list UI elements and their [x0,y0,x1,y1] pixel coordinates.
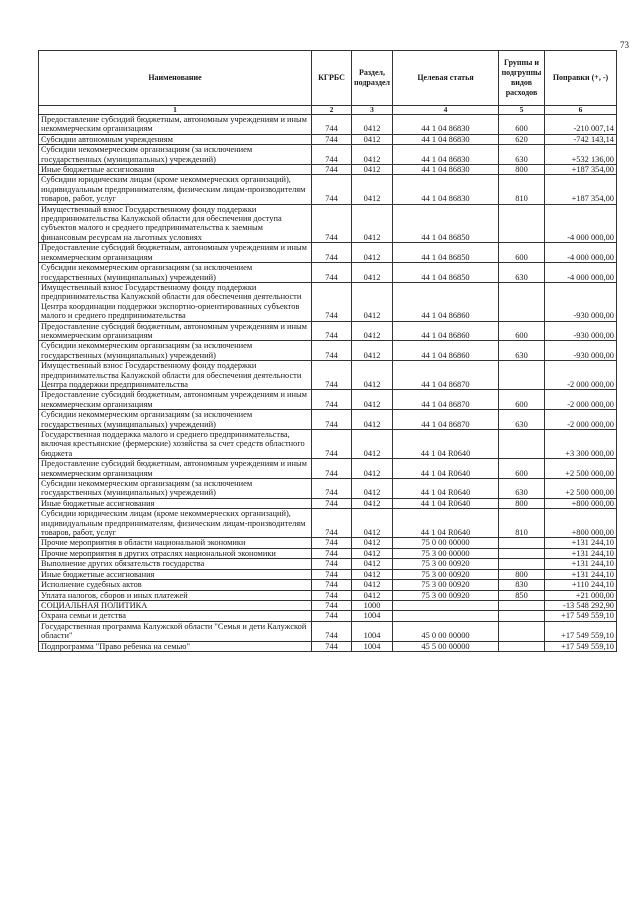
row-amount: -930 000,00 [545,282,617,321]
row-group [499,538,545,548]
table-row [39,390,617,410]
row-name: Предоставление субсидий бюджетным, автономным учреждениям и иным некоммерческим организациям [39,390,312,410]
row-name: Имущественный взнос Государственному фонду поддержки предпринимательства Калужской области для обеспечения доступа субъектов малого и среднего предпринимательства к заемным финансовым ресурсам на льготных условиях [39,204,312,243]
row-amount: +17 549 559,10 [545,611,617,621]
row-kgrbs: 744 [312,479,352,499]
column-number: 4 [393,106,499,115]
row-razdel: 0412 [352,479,393,499]
table-row [39,548,617,558]
row-target: 45 5 00 00000 [393,641,499,651]
row-amount: +800 000,00 [545,498,617,508]
row-name: Субсидии некоммерческим организациям (за исключением государственных (муниципальных) учреждений) [39,341,312,361]
row-amount: -13 548 292,90 [545,600,617,610]
row-amount: -4 000 000,00 [545,243,617,263]
row-group [499,621,545,641]
row-kgrbs: 744 [312,410,352,430]
row-amount: +187 354,00 [545,175,617,204]
row-amount: +17 549 559,10 [545,641,617,651]
row-name: Уплата налогов, сборов и иных платежей [39,590,312,600]
row-name: СОЦИАЛЬНАЯ ПОЛИТИКА [39,600,312,610]
row-kgrbs: 744 [312,175,352,204]
row-kgrbs: 744 [312,282,352,321]
table-row [39,498,617,508]
row-group: 630 [499,145,545,165]
row-target: 44 1 04 86850 [393,204,499,243]
table-row [39,538,617,548]
table-row [39,459,617,479]
row-name: Предоставление субсидий бюджетным, автономным учреждениям и иным некоммерческим организациям [39,459,312,479]
row-razdel: 0412 [352,282,393,321]
row-group: 600 [499,321,545,341]
row-target: 44 1 04 86830 [393,115,499,135]
row-group: 630 [499,341,545,361]
row-razdel: 0412 [352,145,393,165]
row-name: Иные бюджетные ассигнования [39,165,312,175]
row-razdel: 0412 [352,361,393,390]
table-row [39,430,617,459]
row-name: Прочие мероприятия в других отраслях национальной экономики [39,548,312,558]
row-target: 44 1 04 86850 [393,263,499,283]
row-amount: +187 354,00 [545,165,617,175]
table-row [39,175,617,204]
row-kgrbs: 744 [312,548,352,558]
row-razdel: 0412 [352,498,393,508]
row-group: 850 [499,590,545,600]
header-target: Целевая статья [393,51,499,106]
table-row [39,165,617,175]
row-target: 44 1 04 R0640 [393,479,499,499]
row-group [499,282,545,321]
row-name: Имущественный взнос Государственному фонду поддержки предпринимательства Калужской области для обеспечения деятельности Центра поддержки предпринимательства [39,361,312,390]
table-row [39,410,617,430]
row-group: 600 [499,243,545,263]
row-target: 44 1 04 86870 [393,361,499,390]
row-group [499,641,545,651]
row-razdel: 0412 [352,321,393,341]
row-group [499,430,545,459]
row-group: 600 [499,390,545,410]
row-razdel: 0412 [352,559,393,569]
column-number: 3 [352,106,393,115]
row-razdel: 0412 [352,580,393,590]
row-target: 44 1 04 86870 [393,390,499,410]
table-header-row [39,51,617,106]
row-razdel: 0412 [352,538,393,548]
row-group [499,611,545,621]
row-kgrbs: 744 [312,580,352,590]
row-name: Исполнение судебных актов [39,580,312,590]
row-target: 75 3 00 00000 [393,548,499,558]
row-name: Предоставление субсидий бюджетным, автономным учреждениям и иным некоммерческим организациям [39,243,312,263]
row-target [393,611,499,621]
row-amount: -930 000,00 [545,321,617,341]
row-name: Субсидии некоммерческим организациям (за исключением государственных (муниципальных) учреждений) [39,145,312,165]
row-name: Иные бюджетные ассигнования [39,569,312,579]
table-row [39,509,617,538]
table-row [39,321,617,341]
row-group: 630 [499,479,545,499]
row-amount: -210 007,14 [545,115,617,135]
row-group: 630 [499,410,545,430]
row-kgrbs: 744 [312,569,352,579]
row-amount: -4 000 000,00 [545,263,617,283]
row-group: 600 [499,459,545,479]
row-target: 44 1 04 86860 [393,321,499,341]
row-target: 44 1 04 86830 [393,165,499,175]
row-group: 830 [499,580,545,590]
header-groups: Группы и подгруппы видов расходов [499,51,545,106]
row-name: Прочие мероприятия в области национальной экономики [39,538,312,548]
table-row [39,580,617,590]
row-target: 75 3 00 00920 [393,559,499,569]
row-kgrbs: 744 [312,498,352,508]
row-razdel: 1004 [352,611,393,621]
row-target: 75 3 00 00920 [393,569,499,579]
row-amount: +17 549 559,10 [545,621,617,641]
row-name: Имущественный взнос Государственному фонду поддержки предпринимательства Калужской области для обеспечения деятельности Центра координации поддержки экспортно-ориентированных субъектов малого и среднего предпринимательства [39,282,312,321]
column-number-row [39,106,617,115]
row-name: Субсидии некоммерческим организациям (за исключением государственных (муниципальных) учреждений) [39,410,312,430]
row-amount: +131 244,10 [545,559,617,569]
row-kgrbs: 744 [312,243,352,263]
table-row [39,341,617,361]
table-row [39,134,617,144]
row-kgrbs: 744 [312,590,352,600]
row-kgrbs: 744 [312,600,352,610]
row-group [499,361,545,390]
row-razdel: 0412 [352,243,393,263]
row-kgrbs: 744 [312,611,352,621]
row-amount: +131 244,10 [545,569,617,579]
row-razdel: 0412 [352,341,393,361]
row-amount: -2 000 000,00 [545,410,617,430]
row-group: 630 [499,263,545,283]
row-razdel: 0412 [352,459,393,479]
row-razdel: 1004 [352,641,393,651]
row-name: Субсидии автономным учреждениям [39,134,312,144]
row-amount: +131 244,10 [545,548,617,558]
table-row [39,204,617,243]
row-razdel: 0412 [352,548,393,558]
row-target: 44 1 04 86870 [393,410,499,430]
row-razdel: 0412 [352,263,393,283]
row-kgrbs: 744 [312,459,352,479]
row-kgrbs: 744 [312,341,352,361]
row-kgrbs: 744 [312,145,352,165]
row-razdel: 0412 [352,590,393,600]
column-number: 1 [39,106,312,115]
row-amount: +2 500 000,00 [545,479,617,499]
row-name: Субсидии некоммерческим организациям (за исключением государственных (муниципальных) учреждений) [39,479,312,499]
row-target: 44 1 04 86830 [393,134,499,144]
table-row [39,263,617,283]
table-row [39,621,617,641]
row-kgrbs: 744 [312,165,352,175]
row-target: 44 1 04 86830 [393,175,499,204]
row-razdel: 0412 [352,165,393,175]
row-kgrbs: 744 [312,134,352,144]
table-row [39,590,617,600]
row-group: 620 [499,134,545,144]
row-amount: +532 136,00 [545,145,617,165]
header-amendments: Поправки (+, -) [545,51,617,106]
row-group: 810 [499,175,545,204]
budget-amendments-table [38,50,617,652]
table-row [39,641,617,651]
row-target: 75 0 00 00000 [393,538,499,548]
table-row [39,243,617,263]
row-group [499,204,545,243]
row-name: Охрана семьи и детства [39,611,312,621]
row-name: Иные бюджетные ассигнования [39,498,312,508]
row-target: 44 1 04 86850 [393,243,499,263]
row-group: 800 [499,165,545,175]
row-target: 44 1 04 R0640 [393,498,499,508]
page-number: 73 [620,40,629,50]
row-target: 44 1 04 86860 [393,282,499,321]
row-amount: -4 000 000,00 [545,204,617,243]
header-name: Наименование [39,51,312,106]
row-kgrbs: 744 [312,204,352,243]
row-target: 45 0 00 00000 [393,621,499,641]
row-razdel: 0412 [352,175,393,204]
table-row [39,569,617,579]
row-amount: -742 143,14 [545,134,617,144]
row-target: 44 1 04 R0640 [393,509,499,538]
table-row [39,282,617,321]
row-name: Подпрограмма "Право ребенка на семью" [39,641,312,651]
row-razdel: 0412 [352,509,393,538]
row-kgrbs: 744 [312,430,352,459]
table-row [39,361,617,390]
row-name: Государственная поддержка малого и среднего предпринимательства, включая крестьянские (фермерские) хозяйства за счет средств областного бюджета [39,430,312,459]
row-razdel: 1000 [352,600,393,610]
row-amount: -2 000 000,00 [545,361,617,390]
table-row [39,115,617,135]
row-razdel: 0412 [352,390,393,410]
row-target: 44 1 04 86830 [393,145,499,165]
table-row [39,145,617,165]
row-amount: +800 000,00 [545,509,617,538]
row-amount: -930 000,00 [545,341,617,361]
table-row [39,479,617,499]
row-target: 44 1 04 86860 [393,341,499,361]
row-kgrbs: 744 [312,390,352,410]
column-number: 2 [312,106,352,115]
row-razdel: 0412 [352,569,393,579]
row-amount: -2 000 000,00 [545,390,617,410]
row-razdel: 0412 [352,430,393,459]
row-razdel: 0412 [352,134,393,144]
row-kgrbs: 744 [312,115,352,135]
row-kgrbs: 744 [312,509,352,538]
row-name: Предоставление субсидий бюджетным, автономным учреждениям и иным некоммерческим организациям [39,115,312,135]
row-name: Предоставление субсидий бюджетным, автономным учреждениям и иным некоммерческим организациям [39,321,312,341]
row-amount: +131 244,10 [545,538,617,548]
row-target: 44 1 04 R0640 [393,459,499,479]
row-kgrbs: 744 [312,641,352,651]
row-kgrbs: 744 [312,538,352,548]
table-row [39,600,617,610]
row-kgrbs: 744 [312,321,352,341]
table-row [39,559,617,569]
row-target: 75 3 00 00920 [393,590,499,600]
row-name: Субсидии юридическим лицам (кроме некоммерческих организаций), индивидуальным предпринимателям, физическим лицам-производителям товаров, работ, услуг [39,175,312,204]
row-group: 600 [499,115,545,135]
row-group: 800 [499,498,545,508]
row-kgrbs: 744 [312,361,352,390]
row-name: Субсидии юридическим лицам (кроме некоммерческих организаций), индивидуальным предпринимателям, физическим лицам-производителям товаров, работ, услуг [39,509,312,538]
row-kgrbs: 744 [312,263,352,283]
row-target: 44 1 04 R0640 [393,430,499,459]
row-group [499,600,545,610]
header-razdel: Раздел, подраздел [352,51,393,106]
row-razdel: 1004 [352,621,393,641]
row-name: Выполнение других обязательств государства [39,559,312,569]
row-razdel: 0412 [352,115,393,135]
row-name: Субсидии некоммерческим организациям (за исключением государственных (муниципальных) учреждений) [39,263,312,283]
row-target: 75 3 00 00920 [393,580,499,590]
row-group [499,559,545,569]
row-group: 800 [499,569,545,579]
column-number: 6 [545,106,617,115]
row-amount: +21 000,00 [545,590,617,600]
table-row [39,611,617,621]
row-target [393,600,499,610]
row-name: Государственная программа Калужской области "Семья и дети Калужской области" [39,621,312,641]
row-razdel: 0412 [352,204,393,243]
column-number: 5 [499,106,545,115]
row-group [499,548,545,558]
row-amount: +3 300 000,00 [545,430,617,459]
row-razdel: 0412 [352,410,393,430]
row-amount: +110 244,10 [545,580,617,590]
header-kgrbs: КГРБС [312,51,352,106]
row-group: 810 [499,509,545,538]
row-amount: +2 500 000,00 [545,459,617,479]
row-kgrbs: 744 [312,621,352,641]
row-kgrbs: 744 [312,559,352,569]
